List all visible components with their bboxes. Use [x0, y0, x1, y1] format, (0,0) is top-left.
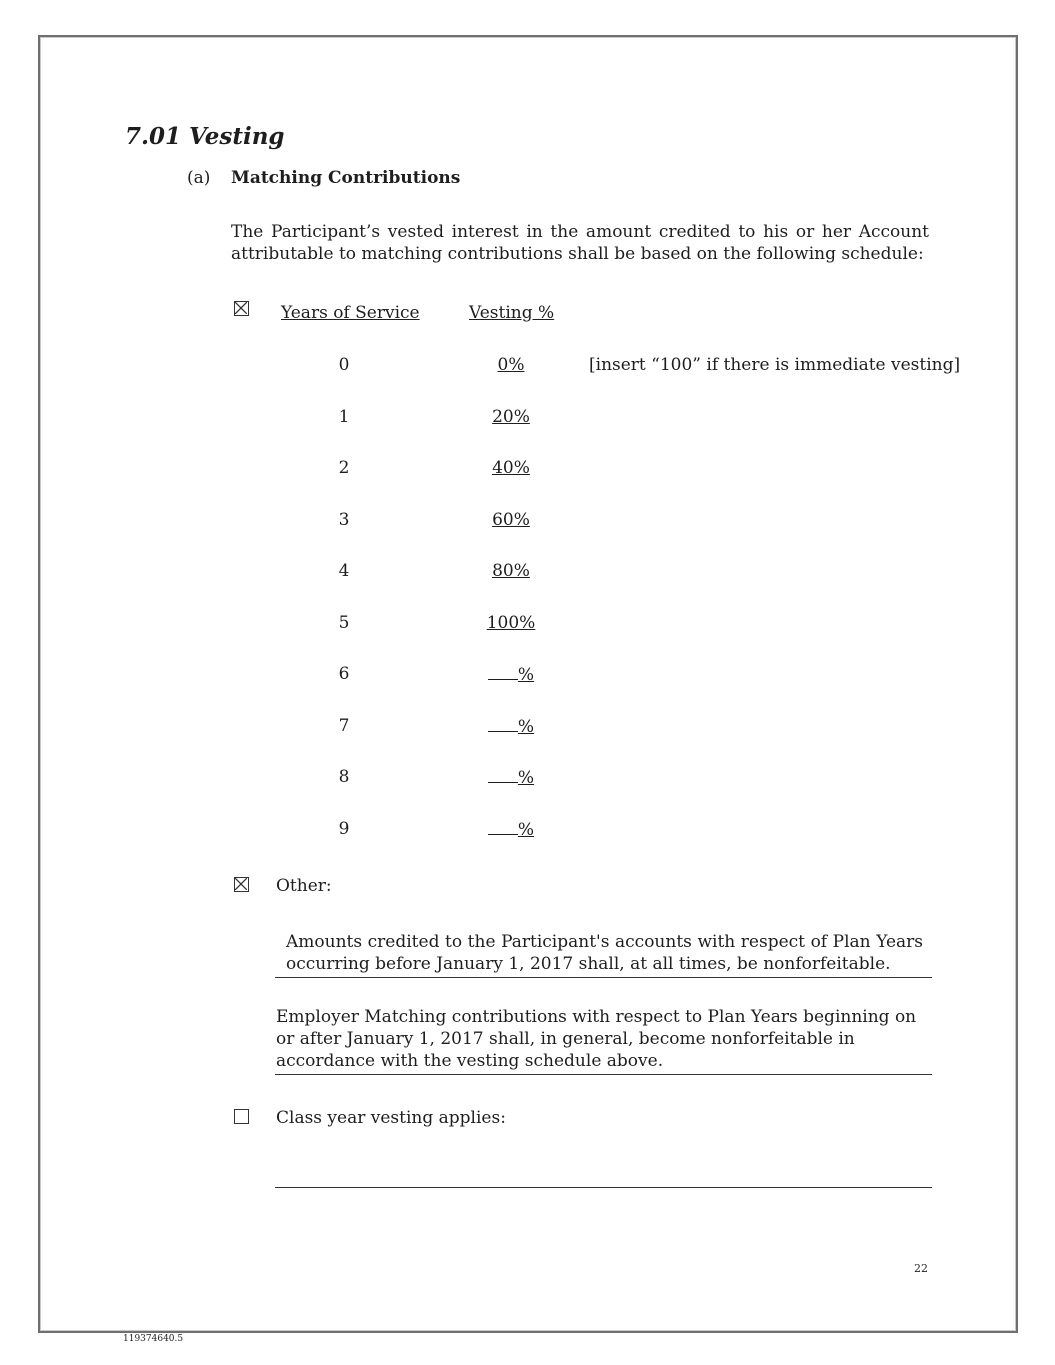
- other-checkbox[interactable]: [234, 877, 249, 892]
- checkbox-x-icon: [235, 302, 247, 314]
- intro-paragraph: The Participant’s vested interest in the amount credited to his or her Account attributable to matching contributions shall be based on the following schedule:: [231, 222, 929, 264]
- years-cell: 2: [338, 458, 350, 478]
- vesting-cell: 40%: [492, 458, 530, 478]
- percent-symbol: %: [517, 768, 535, 788]
- vesting-cell-blank: [480, 664, 542, 685]
- subsection-letter: (a): [187, 168, 211, 188]
- percent-symbol: %: [517, 717, 535, 737]
- class-year-label: Class year vesting applies:: [276, 1108, 506, 1128]
- other-paragraph-2: Employer Matching contributions with respect to Plan Years beginning on or after January 1, 2017 shall, in general, become nonforfeitable in accordance with the vesting schedule above.: [276, 1007, 917, 1071]
- page-number: 22: [914, 1262, 928, 1275]
- checkbox-x-icon: [235, 878, 247, 890]
- fill-in-rule: [275, 1074, 932, 1075]
- vesting-cell: 0%: [497, 355, 525, 375]
- vesting-cell: 20%: [492, 407, 530, 427]
- vesting-percent-header: Vesting %: [469, 303, 555, 323]
- years-cell: 4: [338, 561, 350, 581]
- section-name: Vesting: [189, 123, 285, 150]
- vesting-cell-blank: [480, 716, 542, 737]
- other-paragraph-1: Amounts credited to the Participant's accounts with respect of Plan Years occurring before January 1, 2017 shall, at all times, be nonforfeitable.: [286, 932, 923, 974]
- years-cell: 0: [338, 355, 350, 375]
- vesting-cell-blank: [480, 767, 542, 788]
- years-of-service-header: Years of Service: [281, 303, 420, 323]
- years-cell: 8: [338, 767, 350, 787]
- schedule-checkbox[interactable]: [234, 301, 249, 316]
- fill-in-rule: [275, 977, 932, 978]
- class-year-checkbox[interactable]: [234, 1109, 249, 1124]
- subsection-heading: [187, 168, 460, 188]
- percent-symbol: %: [517, 820, 535, 840]
- vesting-cell-blank: [480, 819, 542, 840]
- document-id: 119374640.5: [123, 1334, 184, 1344]
- section-number: 7.01: [125, 123, 182, 150]
- vesting-cell: 80%: [492, 561, 530, 581]
- subsection-title: Matching Contributions: [231, 168, 461, 188]
- fill-in-line[interactable]: [488, 716, 518, 732]
- years-cell: 3: [338, 510, 350, 530]
- fill-in-line[interactable]: [488, 767, 518, 783]
- years-cell: 1: [338, 407, 350, 427]
- section-title: [125, 123, 285, 150]
- years-cell: 7: [338, 716, 350, 736]
- class-year-fill-in-line[interactable]: [275, 1187, 932, 1188]
- fill-in-line[interactable]: [488, 664, 518, 680]
- percent-symbol: %: [517, 665, 535, 685]
- vesting-cell: 60%: [492, 510, 530, 530]
- other-label: Other:: [276, 876, 332, 896]
- vesting-cell: 100%: [486, 613, 536, 633]
- fill-in-line[interactable]: [488, 819, 518, 835]
- years-cell: 9: [338, 819, 350, 839]
- immediate-vesting-note: [insert “100” if there is immediate vesting]: [589, 355, 961, 375]
- years-cell: 5: [338, 613, 350, 633]
- years-cell: 6: [338, 664, 350, 684]
